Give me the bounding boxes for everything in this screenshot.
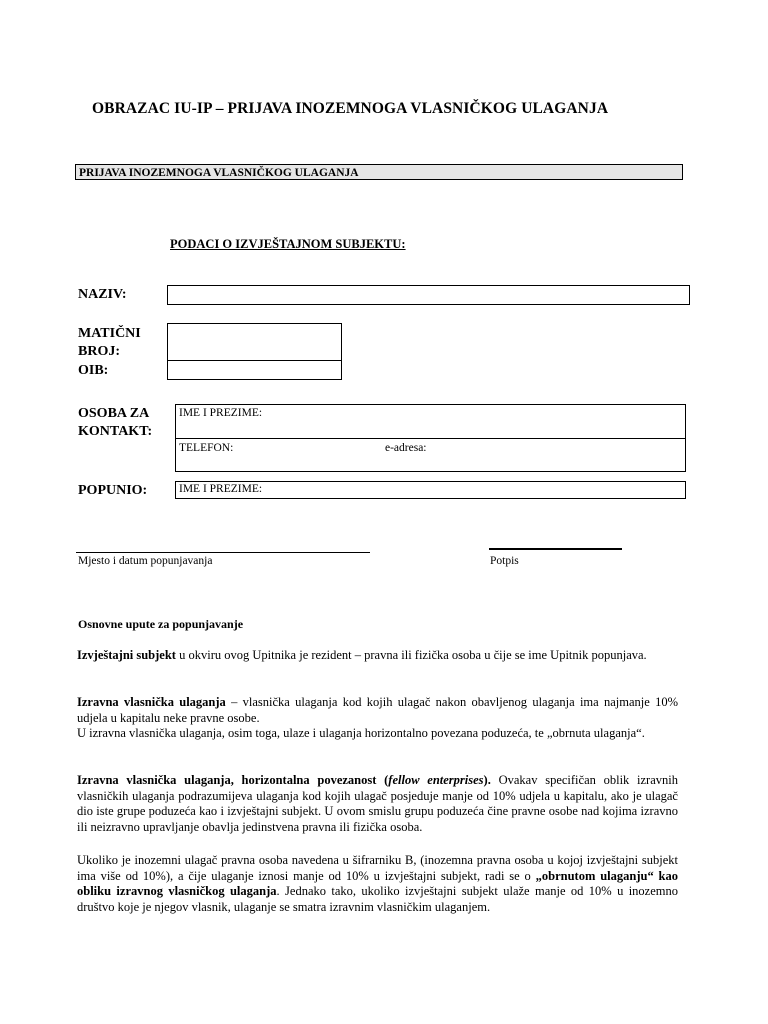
popunio-ime-label: IME I PREZIME: [179,483,263,495]
maticni-broj-label [78,325,141,361]
kontakt-ime-label: IME I PREZIME: [179,407,263,419]
form-banner: PRIJAVA INOZEMNOGA VLASNIČKOG ULAGANJA [75,164,683,180]
p2-term: Izravna vlasnička ulaganja [77,695,226,709]
kontakt-label-line2: KONTAKT: [78,424,153,439]
signature-line [489,548,622,550]
naziv-label: NAZIV: [78,287,127,302]
instructions-heading: Osnovne upute za popunjavanje [78,617,244,631]
kontakt-divider [176,438,685,439]
instructions-paragraph-1 [77,648,678,664]
p1-term: Izvještajni subjekt [77,648,176,662]
p3-text: Ovakav specifičan oblik izravnih vlasničkih ulaganja podrazumijeva ulaganja kod kojih ulagač posjeduje manje od 10% udjela u kapitalu, ako je ulagač dio iste grupe poduzeća kao i izvještajni subjekt. U ovom smislu grupu poduzeća čine pravne osobe nad kojima izravno ili neizravno upravljanje obavlja jedinstvena pravna ili fizička osoba. [77,773,678,834]
kontakt-box [175,404,686,472]
kontakt-label [78,405,152,441]
popunio-label: POPUNIO: [78,483,148,498]
signature-label: Potpis [490,555,519,567]
p3-term [77,773,491,787]
section-heading: PODACI O IZVJEŠTAJNOM SUBJEKTU: [170,237,406,251]
p4-text2: . Jednako tako, ukoliko izvještajni subjekt ulaže manje od 10% u inozemno društvo koje je njegov vlasnik, ulaganje se smatra izravnim vlasničkim ulaganjem. [77,884,679,914]
place-date-line [76,552,370,553]
maticni-broj-input[interactable] [167,323,342,361]
oib-label: OIB: [78,363,109,378]
naziv-input[interactable] [167,285,690,305]
kontakt-telefon-label: TELEFON: [179,442,234,454]
instructions-paragraph-3 [77,773,678,835]
p1-text: u okviru ovog Upitnika je rezident – pravna ili fizička osoba u čije se ime Upitnik popunjava. [175,648,647,662]
maticni-label-line2: BROJ: [78,344,120,359]
instructions-paragraph-2 [77,695,678,742]
p2-text: – vlasnička ulaganja kod kojih ulagač nakon obavljenog ulaganja ima najmanje 10% udjela u kapitalu neke pravne osobe. [77,695,678,725]
p2-text2: U izravna vlasnička ulaganja, osim toga, ulaze i ulaganja horizontalno povezana poduzeća, te „obrnuta ulaganja“. [77,726,645,740]
kontakt-label-line1: OSOBA ZA [78,406,150,421]
maticni-label-line1: MATIČNI [78,326,141,341]
instructions-paragraph-4 [77,853,678,915]
place-date-label: Mjesto i datum popunjavanja [78,555,213,567]
p4-bold: „obrnutom ulaganju“ kao obliku izravnog vlasničkog ulaganja [77,868,678,898]
p3-term-italic: fellow enterprises [388,773,484,787]
p4-text: Ukoliko je inozemni ulagač pravna osoba navedena u šifrarniku B, (inozemna pravna osoba u kojoj izvještajni subjekt ima više od 10%), a čije ulaganje iznosi manje od 10% u izvještajni subjekt, radi se o [77,853,678,883]
oib-input[interactable] [167,360,342,380]
page-title: OBRAZAC IU-IP – PRIJAVA INOZEMNOGA VLASNIČKOG ULAGANJA [92,100,609,117]
p3-term-end: ). [483,773,491,787]
popunio-input[interactable] [175,481,686,499]
p3-term-text: Izravna vlasnička ulaganja, horizontalna povezanost ( [77,773,389,787]
kontakt-email-label: e-adresa: [385,442,427,454]
